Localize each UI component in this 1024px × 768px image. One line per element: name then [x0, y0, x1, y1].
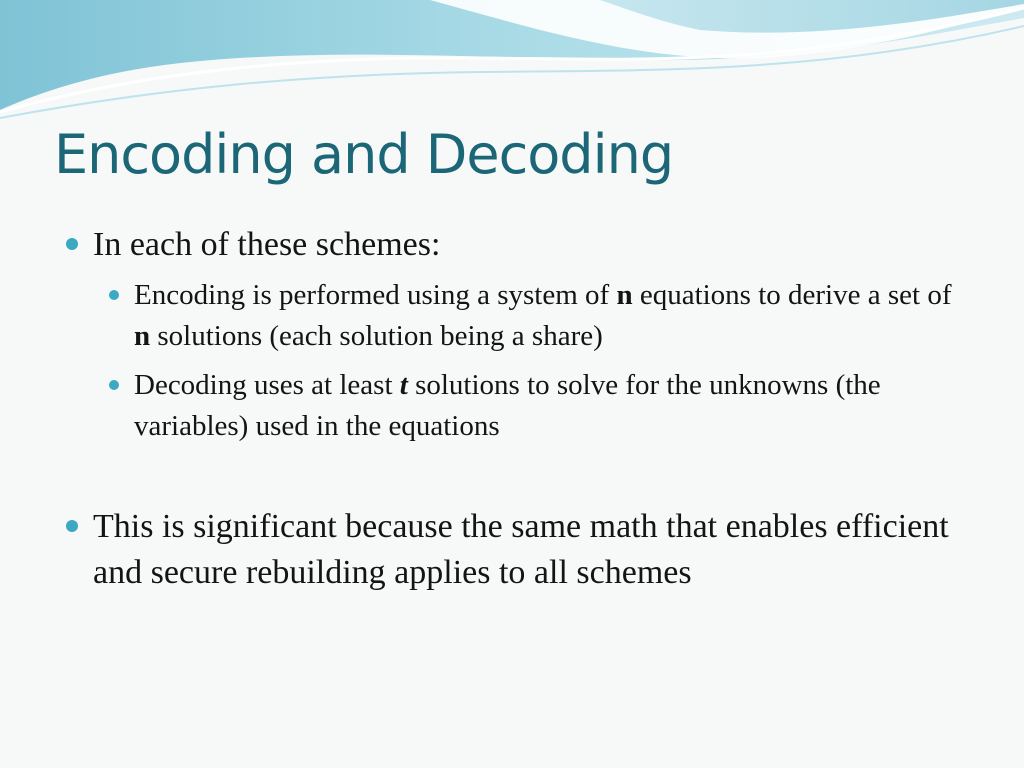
- sub-bullet-text: Decoding uses at least t solutions to solve for the unknowns (the variables) used in the equations: [134, 369, 881, 442]
- bullet-dot-icon: [109, 380, 119, 390]
- bullet-item: [93, 504, 973, 596]
- bullet-dot-icon: [66, 238, 78, 250]
- slide-title: Encoding and Decoding: [54, 123, 674, 186]
- bullet-dot-icon: [109, 290, 119, 300]
- sub-bullet-item: [134, 365, 964, 447]
- bullet-dot-icon: [66, 520, 78, 532]
- sub-bullet-item: [134, 275, 964, 357]
- bullet-item: [93, 222, 973, 268]
- header-wave-decoration: [0, 0, 1024, 130]
- bullet-text: In each of these schemes:: [93, 226, 441, 263]
- sub-bullet-text: Encoding is performed using a system of n equations to derive a set of n solutions (each solution being a share): [134, 279, 952, 352]
- bullet-text: This is significant because the same math that enables efficient and secure rebuilding applies to all schemes: [93, 508, 949, 591]
